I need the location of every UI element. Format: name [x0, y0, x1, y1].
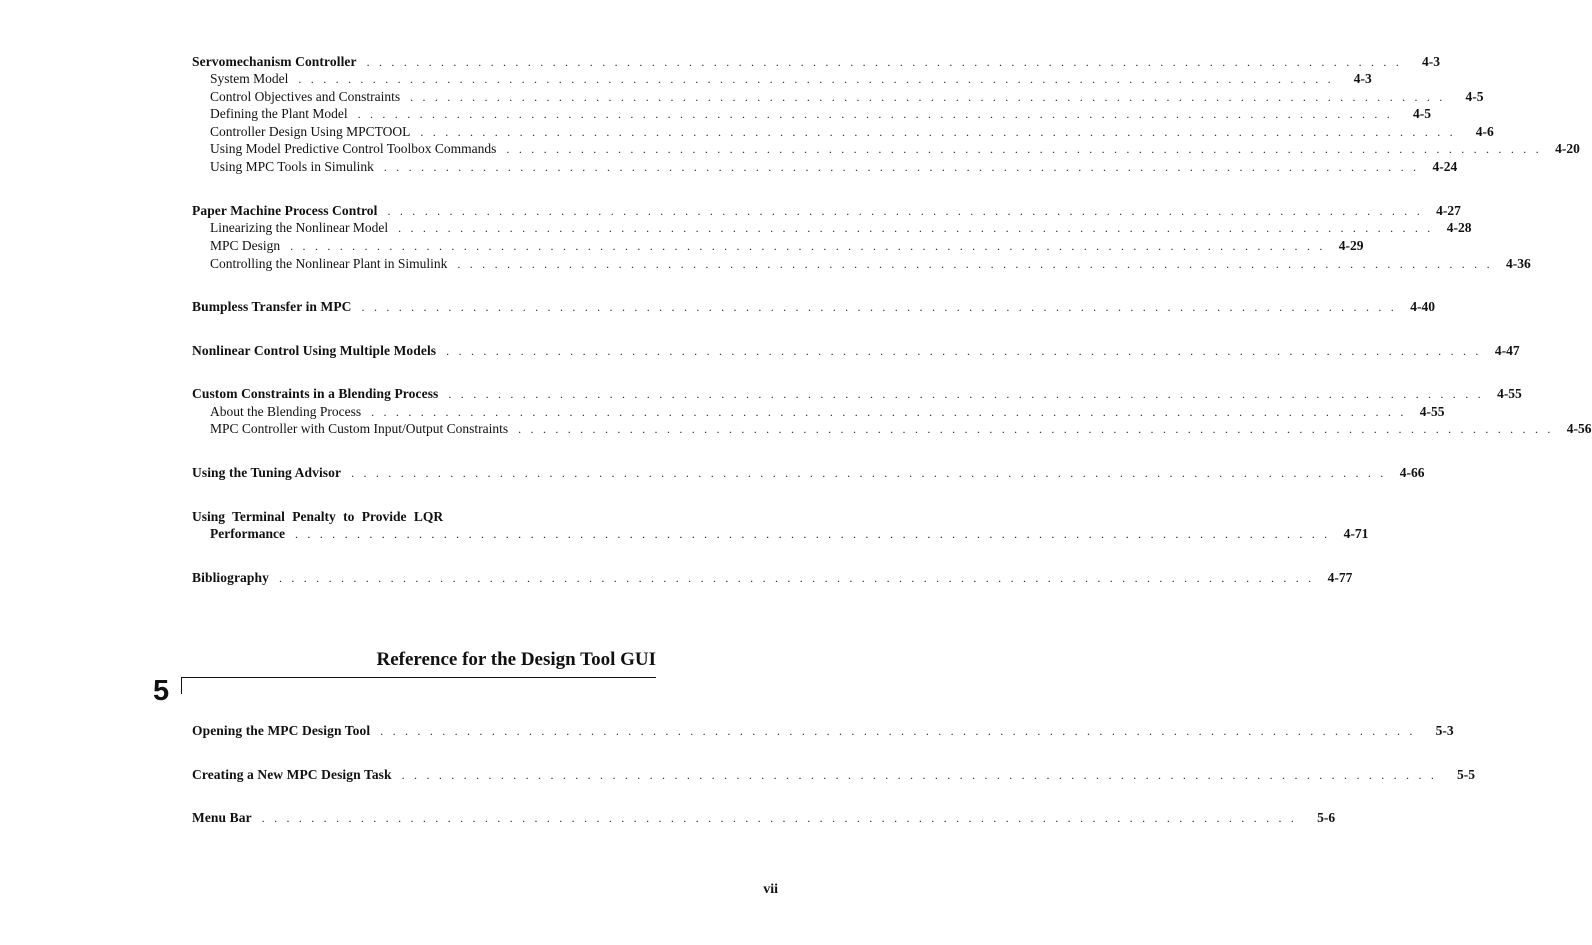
toc-entry-title: Custom Constraints in a Blending Process	[192, 386, 439, 401]
toc-subentry[interactable]	[210, 105, 1432, 123]
dot-leader: . . . . . . . . . . . . . . . . . . . . . . . . . . . . . . . . . . . . . . . . . . . . . . . . . . . . . . . . . . . . . . . . . . . . . . . . . . . . . . . . . . . .	[398, 221, 1434, 235]
toc-entry-title: Bibliography	[192, 570, 269, 585]
toc-entry-title: Paper Machine Process Control	[192, 203, 378, 218]
dot-leader: . . . . . . . . . . . . . . . . . . . . . . . . . . . . . . . . . . . . . . . . . . . . . . . . . . . . . . . . . . . . . . . . . . . . . . . . . . . . . . . . . . . .	[261, 811, 1298, 825]
toc-page-number: 4-3	[1353, 71, 1372, 86]
toc-entry-title: Using the Tuning Advisor	[192, 465, 342, 480]
toc-page-number: 4-29	[1338, 238, 1364, 253]
toc-entry[interactable]	[192, 722, 1454, 740]
chapter-rule	[181, 677, 656, 678]
toc-entry-title: Menu Bar	[192, 810, 252, 825]
dot-leader: . . . . . . . . . . . . . . . . . . . . . . . . . . . . . . . . . . . . . . . . . . . . . . . . . . . . . . . . . . . . . . . . . . . . . . . . . . . . . . . . . . . .	[290, 239, 1326, 253]
toc-subentry[interactable]	[210, 237, 1364, 255]
toc-page-number: 5-5	[1457, 767, 1476, 782]
toc-entry-title: Controller Design Using MPCTOOL	[210, 124, 411, 139]
page-folio: vii	[763, 882, 778, 897]
dot-leader: . . . . . . . . . . . . . . . . . . . . . . . . . . . . . . . . . . . . . . . . . . . . . . . . . . . . . . . . . . . . . . . . . . . . . . . . . . . . . . . . . . . .	[446, 344, 1482, 358]
toc-entry-title: Bumpless Transfer in MPC	[192, 299, 352, 314]
toc-entry-title: Nonlinear Control Using Multiple Models	[192, 343, 437, 358]
toc-page-number: 4-6	[1475, 124, 1494, 139]
toc-page-number: 4-56	[1566, 421, 1592, 436]
toc-subentry[interactable]	[210, 403, 1445, 421]
dot-leader: . . . . . . . . . . . . . . . . . . . . . . . . . . . . . . . . . . . . . . . . . . . . . . . . . . . . . . . . . . . . . . . . . . . . . . . . . . . . . . . . . . . .	[366, 55, 1403, 69]
dot-leader: . . . . . . . . . . . . . . . . . . . . . . . . . . . . . . . . . . . . . . . . . . . . . . . . . . . . . . . . . . . . . . . . . . . . . . . . . . . . . . . . . . . .	[518, 422, 1554, 436]
dot-leader: . . . . . . . . . . . . . . . . . . . . . . . . . . . . . . . . . . . . . . . . . . . . . . . . . . . . . . . . . . . . . . . . . . . . . . . . . . . . . . . . . . . .	[380, 724, 1416, 738]
toc-subentry[interactable]	[210, 70, 1372, 88]
chapter-number: 5	[153, 675, 170, 707]
chapter-rule-tick	[181, 677, 182, 694]
toc-page-number: 4-71	[1343, 526, 1369, 541]
toc-entry-title: Using MPC Tools in Simulink	[210, 159, 374, 174]
dot-leader: . . . . . . . . . . . . . . . . . . . . . . . . . . . . . . . . . . . . . . . . . . . . . . . . . . . . . . . . . . . . . . . . . . . . . . . . . . . . . . . . . . . .	[357, 107, 1394, 121]
dot-leader: . . . . . . . . . . . . . . . . . . . . . . . . . . . . . . . . . . . . . . . . . . . . . . . . . . . . . . . . . . . . . . . . . . . . . . . . . . . . . . . . . . . .	[294, 527, 1331, 541]
dot-leader: . . . . . . . . . . . . . . . . . . . . . . . . . . . . . . . . . . . . . . . . . . . . . . . . . . . . . . . . . . . . . . . . . . . . . . . . . . . . . . . . . . . .	[383, 160, 1420, 174]
toc-entry[interactable]	[192, 342, 1520, 360]
toc-page-number: 5-3	[1435, 723, 1454, 738]
toc-entry[interactable]	[192, 202, 1461, 220]
toc-entry-title: MPC Controller with Custom Input/Output Constraints	[210, 421, 509, 436]
toc-subentry[interactable]	[210, 88, 1484, 106]
dot-leader: . . . . . . . . . . . . . . . . . . . . . . . . . . . . . . . . . . . . . . . . . . . . . . . . . . . . . . . . . . . . . . . . . . . . . . . . . . . . . . . . . . . .	[298, 72, 1334, 86]
dot-leader: . . . . . . . . . . . . . . . . . . . . . . . . . . . . . . . . . . . . . . . . . . . . . . . . . . . . . . . . . . . . . . . . . . . . . . . . . . . . . . . . . . . .	[448, 387, 1484, 401]
toc-subentry[interactable]	[210, 140, 1580, 158]
toc-entry-title: Control Objectives and Constraints	[210, 89, 401, 104]
dot-leader: . . . . . . . . . . . . . . . . . . . . . . . . . . . . . . . . . . . . . . . . . . . . . . . . . . . . . . . . . . . . . . . . . . . . . . . . . . . . . . . . . . . .	[410, 90, 1446, 104]
toc-entry-title: Using Terminal Penalty to Provide LQR	[192, 509, 444, 524]
toc-entry-title: Servomechanism Controller	[192, 54, 357, 69]
toc-entry[interactable]	[192, 53, 1441, 71]
toc-subentry[interactable]	[210, 123, 1494, 141]
toc-page-number: 4-36	[1506, 256, 1531, 271]
dot-leader: . . . . . . . . . . . . . . . . . . . . . . . . . . . . . . . . . . . . . . . . . . . . . . . . . . . . . . . . . . . . . . . . . . . . . . . . . . . . . . . . . . . .	[387, 204, 1423, 218]
dot-leader: . . . . . . . . . . . . . . . . . . . . . . . . . . . . . . . . . . . . . . . . . . . . . . . . . . . . . . . . . . . . . . . . . . . . . . . . . . . . . . . . . . . .	[361, 300, 1397, 314]
toc-page-number: 4-24	[1432, 159, 1458, 174]
toc-entry-title-continued: Performance	[210, 526, 285, 541]
toc-entry-title: Creating a New MPC Design Task	[192, 767, 392, 782]
toc-entry[interactable]	[192, 464, 1425, 482]
toc-entry[interactable]	[192, 766, 1476, 784]
toc-entry-two-line[interactable]	[192, 508, 1369, 543]
dot-leader: . . . . . . . . . . . . . . . . . . . . . . . . . . . . . . . . . . . . . . . . . . . . . . . . . . . . . . . . . . . . . . . . . . . . . . . . . . . . . . . . . . . .	[506, 142, 1542, 156]
toc-entry[interactable]	[192, 298, 1435, 316]
toc-page-number: 4-28	[1446, 220, 1472, 235]
toc-subentry[interactable]	[210, 255, 1531, 273]
toc-page-number: 4-77	[1327, 570, 1353, 585]
dot-leader: . . . . . . . . . . . . . . . . . . . . . . . . . . . . . . . . . . . . . . . . . . . . . . . . . . . . . . . . . . . . . . . . . . . . . . . . . . . . . . . . . . . .	[351, 466, 1387, 480]
dot-leader: . . . . . . . . . . . . . . . . . . . . . . . . . . . . . . . . . . . . . . . . . . . . . . . . . . . . . . . . . . . . . . . . . . . . . . . . . . . . . . . . . . . .	[457, 257, 1493, 271]
toc-page-number: 4-55	[1497, 386, 1522, 401]
dot-leader: . . . . . . . . . . . . . . . . . . . . . . . . . . . . . . . . . . . . . . . . . . . . . . . . . . . . . . . . . . . . . . . . . . . . . . . . . . . . . . . . . . . .	[401, 768, 1438, 782]
toc-page-number: 4-55	[1419, 404, 1445, 419]
dot-leader: . . . . . . . . . . . . . . . . . . . . . . . . . . . . . . . . . . . . . . . . . . . . . . . . . . . . . . . . . . . . . . . . . . . . . . . . . . . . . . . . . . . .	[371, 405, 1407, 419]
chapter-title: Reference for the Design Tool GUI	[376, 649, 656, 670]
toc-entry-title: Defining the Plant Model	[210, 106, 348, 121]
toc-subentry[interactable]	[210, 219, 1472, 237]
toc-page-number: 4-66	[1399, 465, 1425, 480]
toc-subentry[interactable]	[210, 420, 1592, 438]
toc-page-number: 4-40	[1410, 299, 1435, 314]
toc-entry-title: Linearizing the Nonlinear Model	[210, 220, 389, 235]
toc-entry[interactable]	[192, 569, 1353, 587]
dot-leader: . . . . . . . . . . . . . . . . . . . . . . . . . . . . . . . . . . . . . . . . . . . . . . . . . . . . . . . . . . . . . . . . . . . . . . . . . . . . . . . . . . . .	[420, 125, 1456, 139]
toc-page-number: 4-3	[1422, 54, 1441, 69]
toc-entry[interactable]	[192, 385, 1522, 403]
toc-page-number: 4-20	[1555, 141, 1580, 156]
toc-page-number: 4-5	[1413, 106, 1432, 121]
toc-entry-title: Controlling the Nonlinear Plant in Simulink	[210, 256, 448, 271]
toc-page-number: 4-27	[1436, 203, 1461, 218]
toc-entry-title: Opening the MPC Design Tool	[192, 723, 371, 738]
toc-page-number: 4-5	[1465, 89, 1484, 104]
toc-page-number: 4-47	[1494, 343, 1520, 358]
dot-leader: . . . . . . . . . . . . . . . . . . . . . . . . . . . . . . . . . . . . . . . . . . . . . . . . . . . . . . . . . . . . . . . . . . . . . . . . . . . . . . . . . . . .	[278, 571, 1315, 585]
toc-page-number: 5-6	[1317, 810, 1336, 825]
toc-entry[interactable]	[192, 809, 1336, 827]
toc-entry-title: System Model	[210, 71, 289, 86]
toc-entry-title: Using Model Predictive Control Toolbox Commands	[210, 141, 497, 156]
toc-entry-title: MPC Design	[210, 238, 281, 253]
toc-subentry[interactable]	[210, 158, 1458, 176]
toc-entry-title: About the Blending Process	[210, 404, 362, 419]
